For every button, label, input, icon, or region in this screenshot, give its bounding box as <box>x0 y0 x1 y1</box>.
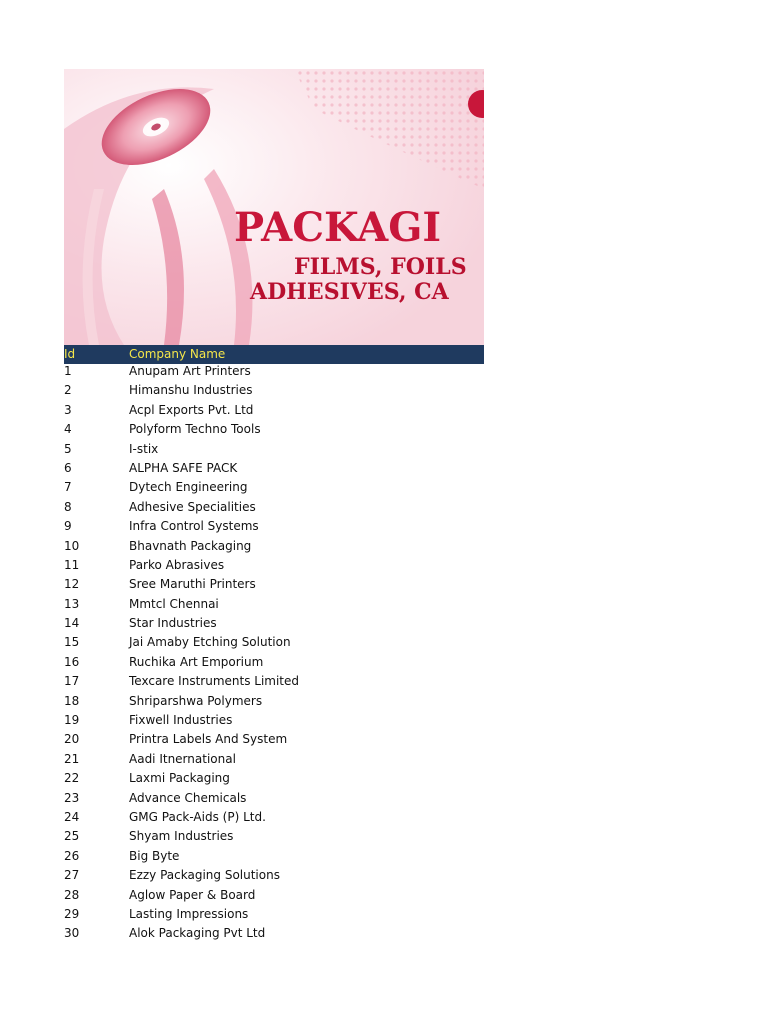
table-header <box>64 345 484 364</box>
banner-subtitle-line2: ADHESIVES, CA <box>250 279 449 305</box>
table-row <box>64 655 484 674</box>
row-company-name: Bhavnath Packaging <box>129 538 252 553</box>
row-id: 1 <box>64 364 72 378</box>
table-row <box>64 713 484 732</box>
row-company-name: Alok Packaging Pvt Ltd <box>129 926 266 941</box>
row-id: 8 <box>64 499 72 514</box>
table-row <box>64 616 484 635</box>
table-row <box>64 422 484 441</box>
row-id: 9 <box>64 519 72 534</box>
table-row <box>64 500 484 519</box>
row-company-name: Sree Maruthi Printers <box>129 577 256 592</box>
row-company-name: I-stix <box>129 441 159 456</box>
row-company-name: Lasting Impressions <box>129 906 249 921</box>
table-row <box>64 635 484 654</box>
row-id: 29 <box>64 906 80 921</box>
table-row <box>64 868 484 887</box>
row-id: 13 <box>64 596 80 611</box>
table-row <box>64 926 484 945</box>
row-company-name: Himanshu Industries <box>129 383 253 398</box>
row-company-name: Big Byte <box>129 848 180 863</box>
row-id: 17 <box>64 674 80 689</box>
row-id: 18 <box>64 693 80 708</box>
row-id: 28 <box>64 887 80 902</box>
row-id: 5 <box>64 441 72 456</box>
table-row <box>64 752 484 771</box>
table-row <box>64 403 484 422</box>
packaging-banner-image <box>64 69 484 345</box>
table-row <box>64 461 484 480</box>
table-row <box>64 907 484 926</box>
table-row <box>64 364 484 383</box>
row-company-name: Star Industries <box>129 616 217 631</box>
table-row <box>64 791 484 810</box>
row-company-name: Aglow Paper & Board <box>129 887 256 902</box>
table-row <box>64 732 484 751</box>
row-id: 15 <box>64 635 80 650</box>
row-company-name: Acpl Exports Pvt. Ltd <box>129 402 254 417</box>
row-company-name: Parko Abrasives <box>129 557 225 572</box>
table-row <box>64 810 484 829</box>
company-list <box>64 364 484 946</box>
row-id: 10 <box>64 538 80 553</box>
row-company-name: Jai Amaby Etching Solution <box>129 635 291 650</box>
table-row <box>64 771 484 790</box>
table-row <box>64 674 484 693</box>
row-id: 21 <box>64 751 80 766</box>
row-company-name: Ezzy Packaging Solutions <box>129 868 280 883</box>
row-id: 6 <box>64 460 72 475</box>
row-company-name: Printra Labels And System <box>129 732 288 747</box>
row-company-name: Shriparshwa Polymers <box>129 693 263 708</box>
banner-subtitle-line1: FILMS, FOILS <box>294 254 467 280</box>
row-company-name: ALPHA SAFE PACK <box>129 460 238 475</box>
row-company-name: Mmtcl Chennai <box>129 596 219 611</box>
table-row <box>64 383 484 402</box>
table-row <box>64 694 484 713</box>
row-id: 22 <box>64 771 80 786</box>
table-row <box>64 577 484 596</box>
table-row <box>64 829 484 848</box>
row-id: 2 <box>64 383 72 398</box>
row-id: 30 <box>64 926 80 941</box>
row-id: 27 <box>64 868 80 883</box>
row-id: 3 <box>64 402 72 417</box>
row-id: 7 <box>64 480 72 495</box>
table-row <box>64 539 484 558</box>
table-row <box>64 597 484 616</box>
row-id: 12 <box>64 577 80 592</box>
row-company-name: Dytech Engineering <box>129 480 248 495</box>
row-id: 19 <box>64 713 80 728</box>
row-company-name: Adhesive Specialities <box>129 499 256 514</box>
row-company-name: Shyam Industries <box>129 829 234 844</box>
row-id: 4 <box>64 422 72 437</box>
row-id: 23 <box>64 790 80 805</box>
table-row <box>64 888 484 907</box>
row-company-name: Anupam Art Printers <box>129 364 251 378</box>
row-company-name: Advance Chemicals <box>129 790 247 805</box>
row-id: 26 <box>64 848 80 863</box>
banner-title: PACKAGI <box>234 204 442 251</box>
header-company-name: Company Name <box>129 347 226 361</box>
row-company-name: GMG Pack-Aids (P) Ltd. <box>129 809 266 824</box>
row-company-name: Polyform Techno Tools <box>129 422 261 437</box>
row-company-name: Aadi Itnernational <box>129 751 236 766</box>
row-id: 14 <box>64 616 80 631</box>
header-id: Id <box>64 347 76 361</box>
row-company-name: Fixwell Industries <box>129 713 233 728</box>
table-row <box>64 519 484 538</box>
row-id: 16 <box>64 654 80 669</box>
row-company-name: Texcare Instruments Limited <box>129 674 300 689</box>
row-id: 11 <box>64 557 80 572</box>
row-id: 20 <box>64 732 80 747</box>
table-row <box>64 558 484 577</box>
table-row <box>64 480 484 499</box>
table-row <box>64 442 484 461</box>
row-id: 24 <box>64 809 80 824</box>
row-company-name: Laxmi Packaging <box>129 771 230 786</box>
table-row <box>64 849 484 868</box>
row-company-name: Ruchika Art Emporium <box>129 654 264 669</box>
row-company-name: Infra Control Systems <box>129 519 259 534</box>
row-id: 25 <box>64 829 80 844</box>
